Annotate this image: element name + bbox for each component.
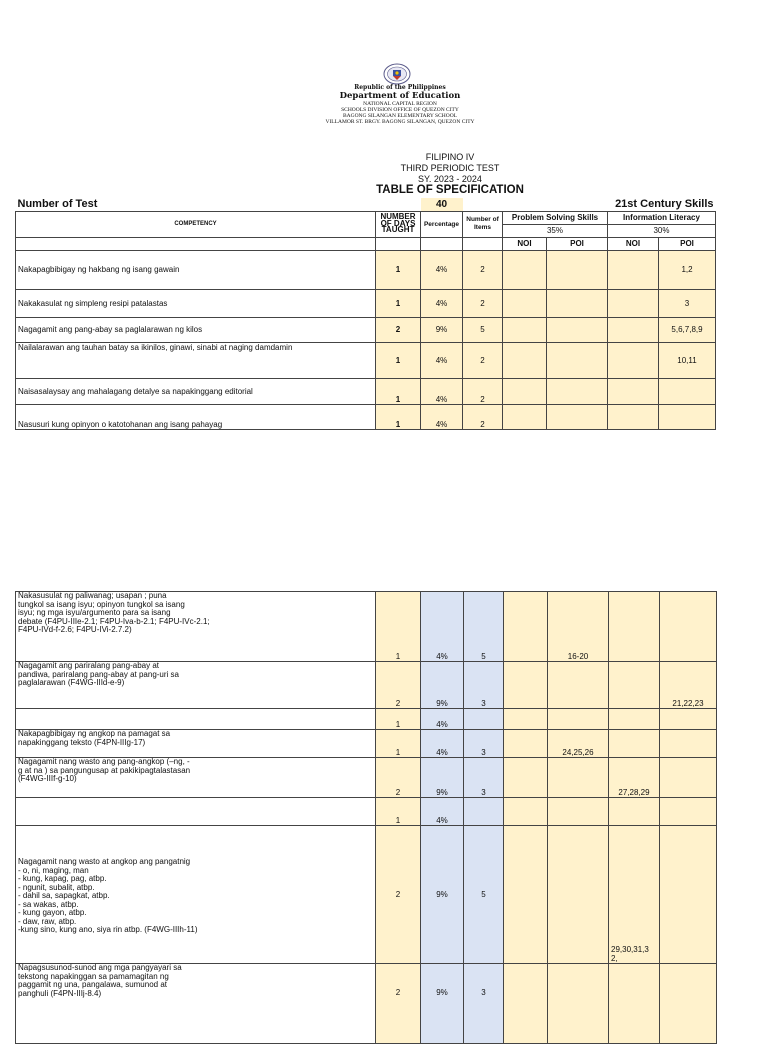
header-department: Department of Education xyxy=(339,91,461,101)
row-competency: Nakasusulat ng paliwanag; usapan ; puna tungkol sa isang isyu; opinyon tungkol sa isang isyu; ng mga isyu/argumento para sa isang debate (F4PU-IIIe-2.1; F4PU-Iva-b-2.1; F4PU-IVc-2.1; F4PU-IVd-f-2.6; F4PU-IVi-2.7.2) xyxy=(16,592,376,662)
header-address: VILLAMOR ST. BRGY. BAGONG SILANGAN, QUEZON CITY xyxy=(325,119,475,125)
row-percentage: 9% xyxy=(421,758,464,798)
row-il-noi xyxy=(609,964,660,1044)
row-il-noi xyxy=(609,709,660,730)
row-competency: Nagagamit ang pariralang pang-abay at pandiwa, pariralang pang-abay at pang-uri sa paglalarawan (F4WG-IIId-e-9) xyxy=(16,662,376,709)
row-ps-poi xyxy=(547,342,608,378)
row-il-poi: 1,2 xyxy=(659,250,716,289)
header-region: NATIONAL CAPITAL REGION xyxy=(363,101,437,107)
title-subject: FILIPINO IV xyxy=(425,152,475,162)
row-percentage: 4% xyxy=(421,798,464,826)
row-percentage: 4% xyxy=(421,404,463,429)
col-items: Number of Items xyxy=(463,211,503,237)
col-info-literacy-pct: 30% xyxy=(608,224,716,237)
row-ps-noi xyxy=(504,964,548,1044)
row-days: 1 xyxy=(376,730,421,758)
row-ps-poi xyxy=(547,250,608,289)
row-items xyxy=(464,709,504,730)
table-row xyxy=(16,798,717,826)
row-competency: Nakapagbibigay ng angkop na pamagat sa napakinggang teksto (F4PN-IIIg-17) xyxy=(16,730,376,758)
col-il-noi: NOI xyxy=(608,237,659,250)
skills-label: 21st Century Skills xyxy=(547,198,716,211)
col-il-poi: POI xyxy=(659,237,716,250)
row-competency: Nasusuri kung opinyon o katotohanan ang isang pahayag xyxy=(16,404,376,429)
row-il-noi xyxy=(609,798,660,826)
col-info-literacy: Information Literacy xyxy=(608,211,716,224)
row-il-noi: 27,28,29 xyxy=(609,758,660,798)
row-days: 1 xyxy=(376,378,421,404)
table-row xyxy=(16,662,717,709)
row-ps-poi xyxy=(547,317,608,342)
row-items: 2 xyxy=(463,342,503,378)
table-row xyxy=(16,964,717,1044)
row-il-poi: 3 xyxy=(659,289,716,317)
table-row xyxy=(16,709,717,730)
row-competency: Nagagamit nang wasto ang pang-angkop (–ng, - g at na ) sa pangungusap at pakikipagtalastasan (F4WG-IIIf-g-10) xyxy=(16,758,376,798)
row-ps-poi xyxy=(547,289,608,317)
row-days: 1 xyxy=(376,798,421,826)
row-percentage: 9% xyxy=(421,662,464,709)
row-il-noi: 29,30,31,3 2, xyxy=(609,826,660,964)
row-percentage: 9% xyxy=(421,826,464,964)
row-days: 1 xyxy=(376,250,421,289)
row-il-noi xyxy=(608,289,659,317)
col-problem-solving: Problem Solving Skills xyxy=(503,211,608,224)
col-ps-poi: POI xyxy=(547,237,608,250)
row-ps-noi xyxy=(504,758,548,798)
row-items: 3 xyxy=(464,964,504,1044)
row-competency: Nakapagbibigay ng hakbang ng isang gawain xyxy=(16,250,376,289)
row-competency: Naisasalaysay ang mahalagang detalye sa napakinggang editorial xyxy=(16,378,376,404)
row-il-noi xyxy=(608,317,659,342)
number-of-test-value: 40 xyxy=(421,198,463,211)
title-spec: TABLE OF SPECIFICATION xyxy=(376,184,524,196)
row-percentage: 4% xyxy=(421,250,463,289)
deped-seal-icon xyxy=(383,63,411,85)
row-percentage: 4% xyxy=(421,289,463,317)
row-days: 2 xyxy=(376,317,421,342)
row-percentage: 4% xyxy=(421,378,463,404)
row-ps-noi xyxy=(503,378,547,404)
row-ps-noi xyxy=(504,592,548,662)
table-row xyxy=(16,250,716,289)
table-row xyxy=(16,592,717,662)
row-days: 1 xyxy=(376,289,421,317)
row-items: 2 xyxy=(463,378,503,404)
row-il-poi xyxy=(660,826,717,964)
row-il-poi xyxy=(660,709,717,730)
row-percentage: 4% xyxy=(421,730,464,758)
row-ps-noi xyxy=(504,730,548,758)
row-ps-poi xyxy=(548,826,609,964)
row-ps-noi xyxy=(504,709,548,730)
row-items: 5 xyxy=(463,317,503,342)
row-ps-noi xyxy=(503,317,547,342)
row-il-poi xyxy=(660,758,717,798)
table-row xyxy=(16,730,717,758)
table-row xyxy=(16,378,716,404)
row-competency xyxy=(16,798,376,826)
table-row xyxy=(16,342,716,378)
row-days: 2 xyxy=(376,758,421,798)
row-days: 1 xyxy=(376,342,421,378)
row-il-poi: 21,22,23 xyxy=(660,662,717,709)
title-sy: SY. 2023 - 2024 xyxy=(418,174,482,184)
col-problem-solving-pct: 35% xyxy=(503,224,608,237)
row-ps-noi xyxy=(503,250,547,289)
row-items: 2 xyxy=(463,250,503,289)
row-ps-noi xyxy=(504,662,548,709)
row-ps-poi xyxy=(548,964,609,1044)
row-il-noi xyxy=(608,404,659,429)
row-ps-poi xyxy=(547,378,608,404)
row-il-poi xyxy=(660,798,717,826)
row-percentage: 9% xyxy=(421,964,464,1044)
row-il-noi xyxy=(608,250,659,289)
table-row xyxy=(16,826,717,964)
row-days: 1 xyxy=(376,592,421,662)
row-ps-poi xyxy=(547,404,608,429)
row-ps-noi xyxy=(503,289,547,317)
row-competency: Nagagamit ang pang-abay sa paglalarawan ng kilos xyxy=(16,317,376,342)
row-items: 3 xyxy=(464,758,504,798)
row-ps-poi: 16-20 xyxy=(548,592,609,662)
row-items: 3 xyxy=(464,730,504,758)
row-items: 2 xyxy=(463,404,503,429)
row-il-noi xyxy=(609,730,660,758)
row-competency: Nakakasulat ng simpleng resipi patalastas xyxy=(16,289,376,317)
col-percentage: Percentage xyxy=(421,211,463,237)
row-il-poi xyxy=(659,378,716,404)
row-days: 2 xyxy=(376,826,421,964)
row-items: 5 xyxy=(464,826,504,964)
summary-row xyxy=(16,198,716,211)
row-days: 2 xyxy=(376,662,421,709)
header-republic: Republic of the Philippines xyxy=(354,84,446,91)
row-items: 3 xyxy=(464,662,504,709)
row-percentage: 4% xyxy=(421,342,463,378)
row-ps-poi xyxy=(548,758,609,798)
header-division: SCHOOLS DIVISION OFFICE OF QUEZON CITY xyxy=(341,107,459,113)
row-ps-noi xyxy=(503,404,547,429)
row-il-poi: 10,11 xyxy=(659,342,716,378)
row-ps-poi xyxy=(548,662,609,709)
spec-table-page1 xyxy=(15,198,716,430)
spec-table-page2 xyxy=(15,591,717,1044)
col-days: NUMBER OF DAYS TAUGHT xyxy=(376,211,421,237)
number-of-test-label: Number of Test xyxy=(16,198,376,211)
table-row xyxy=(16,758,717,798)
col-competency: COMPETENCY xyxy=(16,211,376,237)
row-il-poi xyxy=(660,592,717,662)
row-percentage: 9% xyxy=(421,317,463,342)
row-percentage: 4% xyxy=(421,709,464,730)
row-il-poi: 5,6,7,8,9 xyxy=(659,317,716,342)
table-row xyxy=(16,404,716,429)
row-il-poi xyxy=(660,730,717,758)
row-il-poi xyxy=(659,404,716,429)
row-percentage: 4% xyxy=(421,592,464,662)
row-il-poi xyxy=(660,964,717,1044)
row-ps-noi xyxy=(504,798,548,826)
row-days: 2 xyxy=(376,964,421,1044)
row-days: 1 xyxy=(376,709,421,730)
row-competency: Napagsusunod-sunod ang mga pangyayari sa tekstong napakinggan sa pamamagitan ng paggamit ng una, pangalawa, sumunod at panghuli (F4PN-IIIj-8.4) xyxy=(16,964,376,1044)
row-il-noi xyxy=(609,662,660,709)
table-row xyxy=(16,317,716,342)
table-row xyxy=(16,289,716,317)
title-test: THIRD PERIODIC TEST xyxy=(400,163,500,173)
row-il-noi xyxy=(609,592,660,662)
row-items xyxy=(464,798,504,826)
header-school: BAGONG SILANGAN ELEMENTARY SCHOOL xyxy=(342,113,458,119)
row-items: 5 xyxy=(464,592,504,662)
row-competency: Nailalarawan ang tauhan batay sa ikinilos, ginawi, sinabi at naging damdamin xyxy=(16,342,376,378)
row-competency xyxy=(16,709,376,730)
col-ps-noi: NOI xyxy=(503,237,547,250)
row-ps-noi xyxy=(503,342,547,378)
row-ps-poi xyxy=(548,798,609,826)
row-competency: Nagagamit nang wasto at angkop ang pangatnig - o, ni, maging, man - kung, kapag, pag, atbp. - ngunit, subalit, atbp. - dahil sa, sapagkat, atbp. - sa wakas, atbp. - kung gayon, atbp. - daw, raw, atbp. -kung sino, kung ano, siya rin atbp. (F4WG-IIIh-11) xyxy=(16,826,376,964)
row-il-noi xyxy=(608,342,659,378)
row-il-noi xyxy=(608,378,659,404)
row-ps-poi: 24,25,26 xyxy=(548,730,609,758)
row-ps-poi xyxy=(548,709,609,730)
row-items: 2 xyxy=(463,289,503,317)
row-days: 1 xyxy=(376,404,421,429)
row-ps-noi xyxy=(504,826,548,964)
